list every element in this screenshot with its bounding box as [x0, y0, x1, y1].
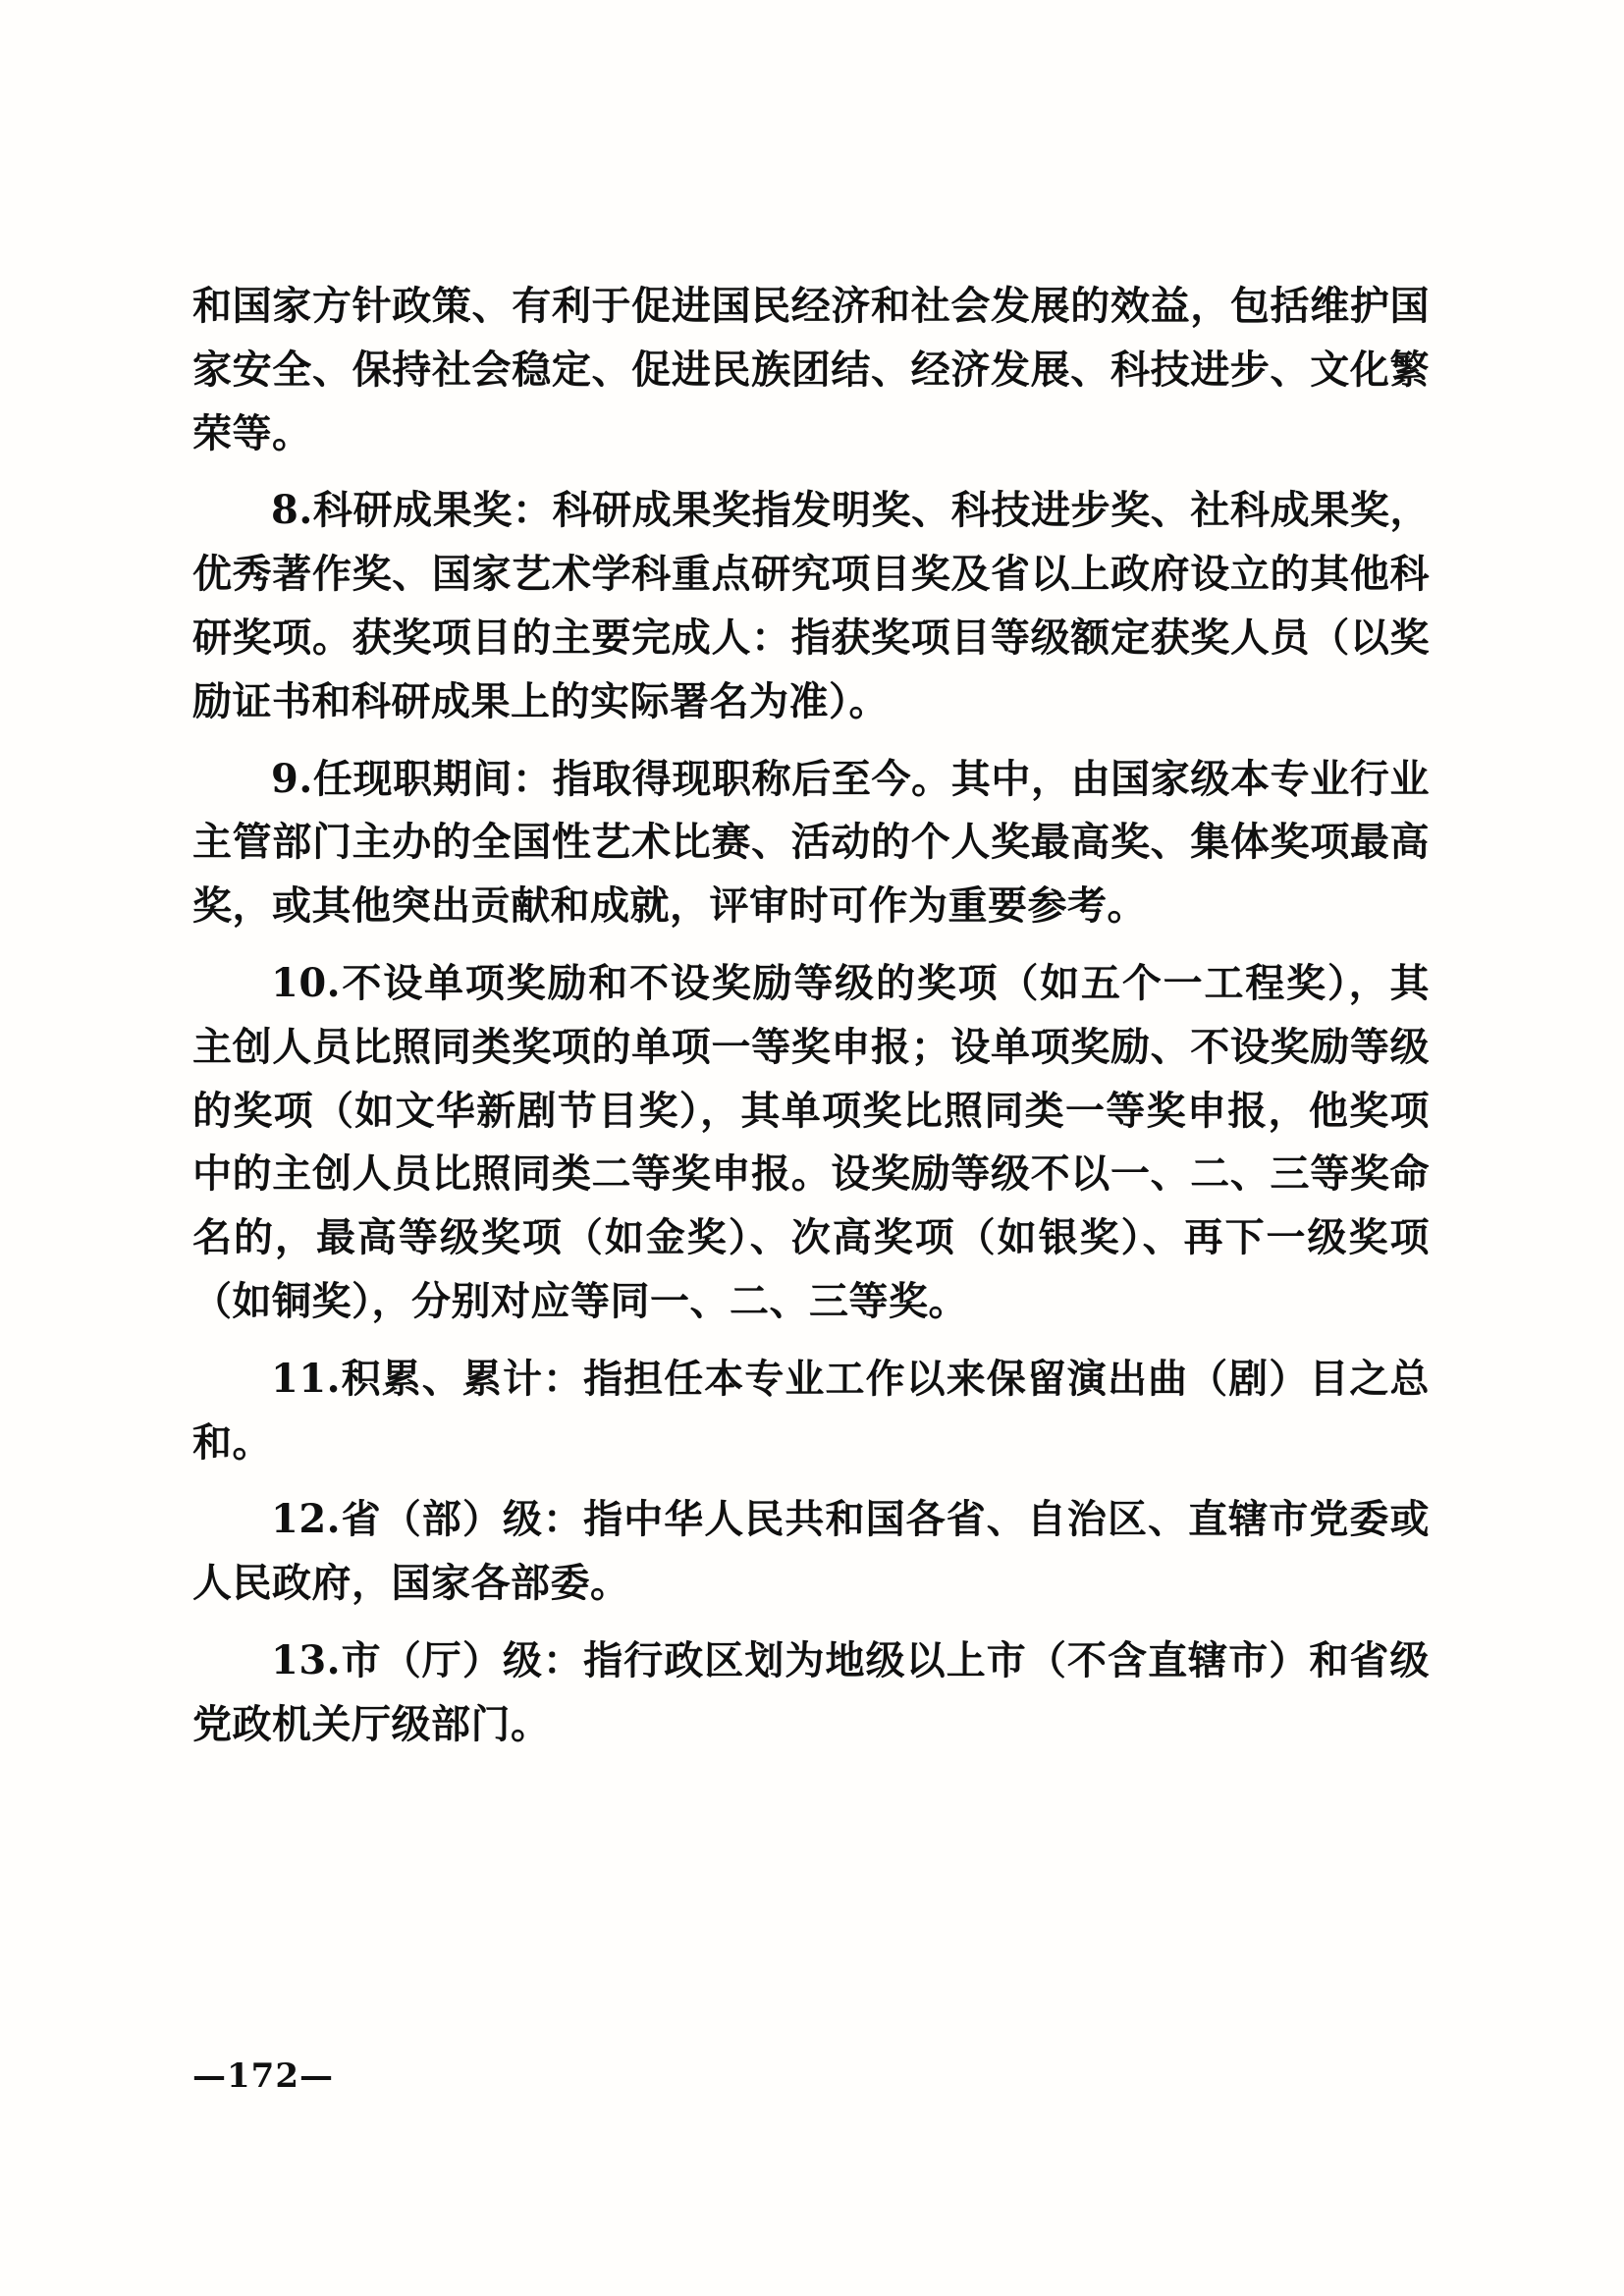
page-body: [192, 275, 1430, 1771]
paragraph-item-10: 10.不设单项奖励和不设奖励等级的奖项（如五个一工程奖），其主创人员比照同类奖项的单项一等奖申报；设单项奖励、不设奖励等级的奖项（如文华新剧节目奖），其单项奖比照同类一等奖申报，他奖项中的主创人员比照同类二等奖申报。设奖励等级不以一、二、三等奖命名的，最高等级奖项（如金奖）、次高奖项（如银奖）、再下一级奖项（如铜奖），分别对应等同一、二、三等奖。: [192, 959, 1430, 1324]
paragraph-item-11: 11.积累、累计：指担任本专业工作以来保留演出曲（剧）目之总和。: [192, 1355, 1430, 1466]
paragraph-continuation: 和国家方针政策、有利于促进国民经济和社会发展的效益，包括维护国家安全、保持社会稳定、促进民族团结、经济发展、科技进步、文化繁荣等。: [192, 283, 1430, 456]
paragraph-item-12: 12.省（部）级：指中华人民共和国各省、自治区、直辖市党委或人民政府，国家各部委。: [192, 1496, 1430, 1607]
page-number: —172—: [192, 2056, 334, 2096]
paragraph-item-8: 8.科研成果奖：科研成果奖指发明奖、科技进步奖、社科成果奖，优秀著作奖、国家艺术学科重点研究项目奖及省以上政府设立的其他科研奖项。获奖项目的主要完成人：指获奖项目等级额定获奖人员（以奖励证书和科研成果上的实际署名为准）。: [192, 487, 1430, 724]
paragraph-item-9: 9.任现职期间：指取得现职称后至今。其中，由国家级本专业行业主管部门主办的全国性艺术比赛、活动的个人奖最高奖、集体奖项最高奖，或其他突出贡献和成就，评审时可作为重要参考。: [192, 755, 1430, 930]
paragraph-item-13: 13.市（厅）级：指行政区划为地级以上市（不含直辖市）和省级党政机关厅级部门。: [192, 1636, 1430, 1747]
